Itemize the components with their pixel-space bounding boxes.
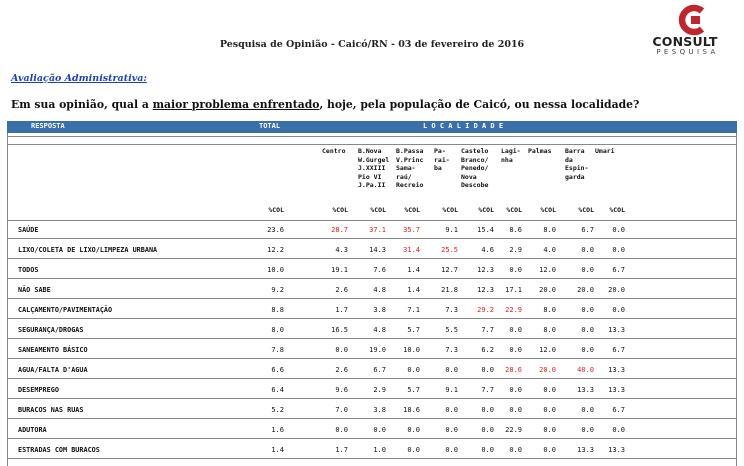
consult-logo: [640, 4, 740, 56]
row-rule: [7, 298, 737, 299]
value-cell: 0.0: [335, 346, 348, 354]
value-cell: 0.0: [543, 386, 556, 394]
value-cell: 21.8: [441, 286, 458, 294]
value-cell: 40.0: [577, 366, 594, 374]
value-cell: 13.3: [577, 446, 594, 454]
value-cell: 22.9: [505, 306, 522, 314]
value-cell: 1.4: [407, 266, 420, 274]
pct-col-label: %COL: [268, 206, 284, 214]
row-label: ADUTORA: [18, 426, 47, 434]
value-cell: 25.5: [441, 246, 458, 254]
value-cell: 0.0: [509, 346, 522, 354]
total-cell: 12.2: [267, 246, 284, 254]
value-cell: 28.6: [505, 366, 522, 374]
value-cell: 0.0: [509, 446, 522, 454]
value-cell: 8.0: [543, 306, 556, 314]
pct-col-label: %COL: [540, 206, 556, 214]
value-cell: 4.3: [335, 246, 348, 254]
total-cell: 8.0: [271, 326, 284, 334]
value-cell: 5.7: [407, 386, 420, 394]
row-label: SANEAMENTO BÁSICO: [18, 346, 88, 354]
row-rule: [7, 238, 737, 239]
value-cell: 0.0: [612, 306, 625, 314]
table-right-border: [736, 133, 737, 466]
value-cell: 0.0: [407, 366, 420, 374]
value-cell: 7.7: [481, 386, 494, 394]
value-cell: 7.0: [335, 406, 348, 414]
value-cell: 0.0: [612, 226, 625, 234]
value-cell: 8.0: [543, 226, 556, 234]
logo-subtitle: PESQUISA: [656, 48, 719, 56]
value-cell: 6.7: [612, 266, 625, 274]
pct-col-label: %COL: [478, 206, 494, 214]
value-cell: 12.3: [477, 286, 494, 294]
value-cell: 0.0: [335, 426, 348, 434]
value-cell: 0.0: [407, 426, 420, 434]
value-cell: 0.0: [509, 386, 522, 394]
value-cell: 31.4: [403, 246, 420, 254]
value-cell: 0.0: [581, 406, 594, 414]
row-rule: [7, 438, 737, 439]
row-label: SEGURANÇA/DROGAS: [18, 326, 84, 334]
value-cell: 12.7: [441, 266, 458, 274]
table-rule: [7, 144, 737, 145]
value-cell: 6.7: [612, 406, 625, 414]
value-cell: 20.0: [539, 286, 556, 294]
row-rule: [7, 378, 737, 379]
pct-col-label: %COL: [404, 206, 420, 214]
report-title: Pesquisa de Opinião - Caicó/RN - 03 de fevereiro de 2016: [219, 39, 525, 50]
column-header: B.Nova W.Gurgel J.XXIII Pio VI J.Pa.II: [358, 147, 390, 190]
row-label: TODOS: [18, 266, 39, 274]
value-cell: 15.4: [477, 226, 494, 234]
total-cell: 1.4: [271, 446, 284, 454]
value-cell: 17.1: [505, 286, 522, 294]
value-cell: 0.0: [481, 446, 494, 454]
value-cell: 2.9: [509, 246, 522, 254]
value-cell: 29.2: [477, 306, 494, 314]
value-cell: 0.0: [445, 406, 458, 414]
pct-col-label: %COL: [506, 206, 522, 214]
total-cell: 6.4: [271, 386, 284, 394]
table-left-border: [7, 133, 8, 466]
row-rule: [7, 418, 737, 419]
value-cell: 6.2: [481, 346, 494, 354]
value-cell: 6.7: [373, 366, 386, 374]
column-header: Lagi- nha: [501, 147, 521, 164]
resposta-header: RESPOSTA: [31, 122, 65, 130]
value-cell: 4.8: [373, 326, 386, 334]
row-rule: [7, 338, 737, 339]
table-rule: [7, 136, 737, 137]
value-cell: 7.7: [481, 326, 494, 334]
value-cell: 12.3: [477, 266, 494, 274]
row-label: NÃO SABE: [18, 286, 51, 294]
row-label: LIXO/COLETA DE LIXO/LIMPEZA URBANA: [18, 246, 158, 254]
value-cell: 0.0: [445, 366, 458, 374]
value-cell: 7.6: [373, 266, 386, 274]
value-cell: 22.9: [505, 426, 522, 434]
value-cell: 0.0: [445, 446, 458, 454]
value-cell: 0.0: [407, 446, 420, 454]
value-cell: 1.4: [407, 286, 420, 294]
total-cell: 5.2: [271, 406, 284, 414]
value-cell: 0.0: [481, 406, 494, 414]
value-cell: 0.0: [509, 326, 522, 334]
logo-name: CONSULT: [652, 34, 718, 49]
value-cell: 5.7: [407, 326, 420, 334]
section-heading: Avaliação Administrativa:: [11, 73, 147, 84]
column-header: Centro: [322, 147, 346, 155]
pct-col-label: %COL: [370, 206, 386, 214]
total-cell: 1.6: [271, 426, 284, 434]
total-cell: 6.6: [271, 366, 284, 374]
question-emphasis: maior problema enfrentado: [152, 98, 320, 111]
value-cell: 0.0: [481, 366, 494, 374]
value-cell: 9.1: [445, 386, 458, 394]
value-cell: 19.1: [331, 266, 348, 274]
row-rule: [7, 398, 737, 399]
value-cell: 0.0: [481, 426, 494, 434]
row-label: SAÚDE: [18, 226, 39, 234]
total-cell: 7.8: [271, 346, 284, 354]
value-cell: 20.0: [577, 286, 594, 294]
column-header: Castelo Branco/ Penedo/ Nova Descobe: [461, 147, 489, 190]
value-cell: 0.0: [612, 426, 625, 434]
value-cell: 2.9: [373, 386, 386, 394]
value-cell: 0.0: [581, 306, 594, 314]
total-cell: 8.8: [271, 306, 284, 314]
value-cell: 4.6: [481, 246, 494, 254]
value-cell: 0.0: [543, 446, 556, 454]
value-cell: 0.0: [581, 246, 594, 254]
value-cell: 2.6: [335, 286, 348, 294]
value-cell: 1.7: [335, 446, 348, 454]
value-cell: 0.0: [581, 346, 594, 354]
question-before: Em sua opinião, qual a: [11, 98, 153, 111]
row-rule: [7, 258, 737, 259]
row-label: ESTRADAS COM BURACOS: [18, 446, 100, 454]
value-cell: 12.0: [539, 266, 556, 274]
value-cell: 0.0: [543, 406, 556, 414]
question-after: , hoje, pela população de Caicó, ou nessa localidade?: [319, 98, 640, 111]
table-rule: [7, 220, 737, 221]
value-cell: 0.0: [445, 426, 458, 434]
value-cell: 20.0: [608, 286, 625, 294]
consult-logo-icon: [675, 4, 711, 36]
value-cell: 13.3: [577, 386, 594, 394]
value-cell: 6.7: [581, 226, 594, 234]
value-cell: 37.1: [369, 226, 386, 234]
value-cell: 0.0: [581, 426, 594, 434]
value-cell: 35.7: [403, 226, 420, 234]
value-cell: 13.3: [608, 446, 625, 454]
value-cell: 3.8: [373, 306, 386, 314]
value-cell: 0.0: [509, 266, 522, 274]
localidade-header: L O C A L I D A D E: [423, 122, 504, 130]
total-cell: 9.2: [271, 286, 284, 294]
value-cell: 2.6: [335, 366, 348, 374]
value-cell: 8.0: [543, 326, 556, 334]
value-cell: 9.6: [335, 386, 348, 394]
row-label: BURACOS NAS RUAS: [18, 406, 84, 414]
value-cell: 0.0: [509, 406, 522, 414]
value-cell: 5.5: [445, 326, 458, 334]
value-cell: 0.0: [543, 426, 556, 434]
value-cell: 0.0: [581, 326, 594, 334]
value-cell: 1.0: [373, 446, 386, 454]
value-cell: 1.7: [335, 306, 348, 314]
value-cell: 3.8: [373, 406, 386, 414]
row-rule: [7, 358, 737, 359]
value-cell: 13.3: [608, 366, 625, 374]
value-cell: 14.3: [369, 246, 386, 254]
column-header: Pa- rai- ba: [434, 147, 450, 173]
value-cell: 7.3: [445, 346, 458, 354]
value-cell: 12.0: [539, 346, 556, 354]
row-rule: [7, 278, 737, 279]
table-header-bar: [7, 121, 737, 133]
value-cell: 18.6: [403, 406, 420, 414]
pct-col-label: %COL: [332, 206, 348, 214]
value-cell: 8.6: [509, 226, 522, 234]
total-cell: 10.0: [267, 266, 284, 274]
value-cell: 7.3: [445, 306, 458, 314]
pct-col-label: %COL: [578, 206, 594, 214]
column-header: Barra da Espin- garda: [565, 147, 589, 181]
value-cell: 28.7: [331, 226, 348, 234]
value-cell: 7.1: [407, 306, 420, 314]
row-rule: [7, 318, 737, 319]
column-header: B.Passa V.Princ Sama- raú/ Recreio: [396, 147, 424, 190]
total-cell: 23.6: [267, 226, 284, 234]
column-header: Umari: [595, 147, 615, 155]
value-cell: 9.1: [445, 226, 458, 234]
value-cell: 13.3: [608, 326, 625, 334]
value-cell: 4.0: [543, 246, 556, 254]
pct-col-label: %COL: [442, 206, 458, 214]
total-header: TOTAL: [259, 122, 281, 130]
pct-col-label: %COL: [609, 206, 625, 214]
value-cell: 10.0: [403, 346, 420, 354]
row-rule: [7, 458, 737, 459]
column-header: Palmas: [528, 147, 552, 155]
value-cell: 19.0: [369, 346, 386, 354]
value-cell: 13.3: [608, 386, 625, 394]
value-cell: 16.5: [331, 326, 348, 334]
value-cell: 6.7: [612, 346, 625, 354]
value-cell: 20.0: [539, 366, 556, 374]
value-cell: 0.0: [612, 246, 625, 254]
row-label: AGUA/FALTA D'AGUA: [18, 366, 88, 374]
question-text: [11, 98, 639, 111]
row-label: DESEMPREGO: [18, 386, 59, 394]
row-label: CALÇAMENTO/PAVIMENTAÇÃO: [18, 306, 113, 314]
value-cell: 0.0: [373, 426, 386, 434]
value-cell: 0.0: [581, 266, 594, 274]
value-cell: 4.8: [373, 286, 386, 294]
